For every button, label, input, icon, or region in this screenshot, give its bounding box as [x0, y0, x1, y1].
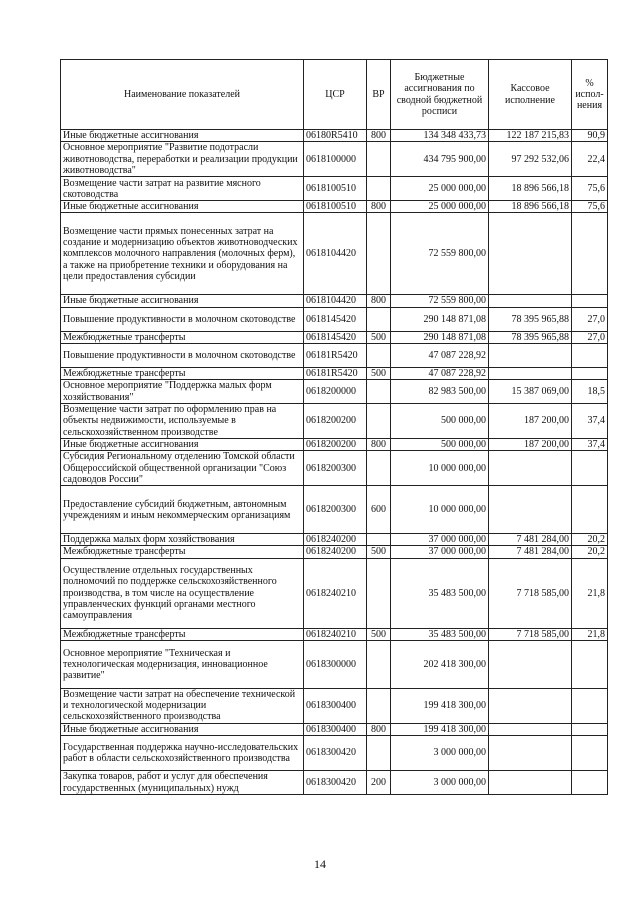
row-name: Иные бюджетные ассигнования	[61, 439, 304, 451]
row-vr	[367, 380, 391, 404]
row-percent	[572, 486, 608, 534]
row-cash: 18 896 566,18	[489, 177, 572, 201]
row-cash: 187 200,00	[489, 404, 572, 439]
table-row	[61, 307, 608, 331]
header-budget: Бюджетные ассигнования по сводной бюджетной росписи	[391, 60, 489, 130]
row-percent: 21,8	[572, 558, 608, 628]
row-name: Возмещение части прямых понесенных затрат на создание и модернизацию объектов животноводческих комплексов молочного направления (молочных ферм), а также на приобретение техники и оборудования на цели предоставления субсидии	[61, 213, 304, 295]
row-csr: 0618200200	[304, 404, 367, 439]
row-percent	[572, 771, 608, 795]
row-vr	[367, 142, 391, 177]
row-name: Иные бюджетные ассигнования	[61, 295, 304, 307]
table-row	[61, 486, 608, 534]
page-number: 14	[314, 857, 326, 871]
table-row	[61, 771, 608, 795]
table-row	[61, 688, 608, 723]
row-vr	[367, 451, 391, 486]
table-row	[61, 177, 608, 201]
row-budget: 500 000,00	[391, 439, 489, 451]
table-header-row	[61, 60, 608, 130]
row-vr	[367, 177, 391, 201]
row-csr: 0618200300	[304, 451, 367, 486]
row-percent	[572, 213, 608, 295]
row-budget: 82 983 500,00	[391, 380, 489, 404]
row-csr: 0618300400	[304, 723, 367, 735]
row-vr	[367, 213, 391, 295]
row-name: Основное мероприятие "Поддержка малых форм хозяйствования"	[61, 380, 304, 404]
table-row	[61, 367, 608, 379]
row-cash: 7 481 284,00	[489, 534, 572, 546]
row-vr	[367, 558, 391, 628]
row-csr: 0618145420	[304, 331, 367, 343]
row-percent	[572, 451, 608, 486]
row-cash	[489, 640, 572, 688]
header-vr: ВР	[367, 60, 391, 130]
table-row	[61, 439, 608, 451]
row-vr	[367, 534, 391, 546]
row-name: Возмещение части затрат на развитие мясного скотоводства	[61, 177, 304, 201]
row-name: Субсидия Региональному отделению Томской области Общероссийской общественной организации "Союз садоводов России"	[61, 451, 304, 486]
row-csr: 0618100510	[304, 201, 367, 213]
row-budget: 72 559 800,00	[391, 295, 489, 307]
row-budget: 134 348 433,73	[391, 130, 489, 142]
row-name: Осуществление отдельных государственных полномочий по поддержке сельскохозяйственного производства, в том числе на осуществление управленческих функций органами местного самоуправления	[61, 558, 304, 628]
row-csr: 0618145420	[304, 307, 367, 331]
table-row	[61, 558, 608, 628]
row-csr: 0618200000	[304, 380, 367, 404]
row-cash	[489, 486, 572, 534]
row-name: Предоставление субсидий бюджетным, автономным учреждениям и иным некоммерческим организациям	[61, 486, 304, 534]
row-csr: 0618300420	[304, 771, 367, 795]
row-cash	[489, 688, 572, 723]
row-vr: 200	[367, 771, 391, 795]
row-name: Иные бюджетные ассигнования	[61, 130, 304, 142]
row-name: Межбюджетные трансферты	[61, 331, 304, 343]
row-csr: 0618100510	[304, 177, 367, 201]
row-percent	[572, 295, 608, 307]
row-percent	[572, 343, 608, 367]
row-percent: 21,8	[572, 628, 608, 640]
row-csr: 0618200300	[304, 486, 367, 534]
row-percent: 75,6	[572, 201, 608, 213]
row-cash: 7 718 585,00	[489, 628, 572, 640]
table-row	[61, 295, 608, 307]
table-row	[61, 723, 608, 735]
row-percent: 27,0	[572, 307, 608, 331]
row-csr: 0618104420	[304, 213, 367, 295]
row-vr: 800	[367, 201, 391, 213]
row-budget: 37 000 000,00	[391, 546, 489, 558]
row-name: Основное мероприятие "Развитие подотрасли животноводства, переработки и реализации продукции животноводства"	[61, 142, 304, 177]
row-name: Межбюджетные трансферты	[61, 367, 304, 379]
row-vr	[367, 404, 391, 439]
row-budget: 202 418 300,00	[391, 640, 489, 688]
row-csr: 0618200200	[304, 439, 367, 451]
row-csr: 0618300000	[304, 640, 367, 688]
row-csr: 06181R5420	[304, 343, 367, 367]
row-percent	[572, 736, 608, 771]
row-vr: 500	[367, 628, 391, 640]
row-cash: 122 187 215,83	[489, 130, 572, 142]
row-name: Возмещение части затрат на обеспечение технической и технологической модернизации сельскохозяйственного производства	[61, 688, 304, 723]
table-row	[61, 343, 608, 367]
row-csr: 06181R5420	[304, 367, 367, 379]
row-budget: 35 483 500,00	[391, 628, 489, 640]
row-percent: 37,4	[572, 404, 608, 439]
row-percent: 22,4	[572, 142, 608, 177]
row-cash	[489, 723, 572, 735]
row-budget: 199 418 300,00	[391, 723, 489, 735]
row-name: Межбюджетные трансферты	[61, 546, 304, 558]
table-row	[61, 130, 608, 142]
row-csr: 0618300420	[304, 736, 367, 771]
row-percent: 75,6	[572, 177, 608, 201]
row-cash	[489, 343, 572, 367]
row-vr: 800	[367, 130, 391, 142]
row-vr: 500	[367, 367, 391, 379]
row-csr: 0618240210	[304, 558, 367, 628]
row-budget: 47 087 228,92	[391, 367, 489, 379]
row-cash	[489, 771, 572, 795]
row-vr	[367, 640, 391, 688]
row-name: Возмещение части затрат по оформлению прав на объекты недвижимости, используемые в сельскохозяйственном производстве	[61, 404, 304, 439]
table-row	[61, 736, 608, 771]
row-percent: 37,4	[572, 439, 608, 451]
row-cash: 7 718 585,00	[489, 558, 572, 628]
row-budget: 500 000,00	[391, 404, 489, 439]
row-budget: 47 087 228,92	[391, 343, 489, 367]
row-budget: 25 000 000,00	[391, 201, 489, 213]
row-name: Межбюджетные трансферты	[61, 628, 304, 640]
row-percent: 18,5	[572, 380, 608, 404]
row-cash	[489, 295, 572, 307]
row-percent	[572, 688, 608, 723]
table-row	[61, 213, 608, 295]
row-name: Повышение продуктивности в молочном скотоводстве	[61, 307, 304, 331]
row-name: Иные бюджетные ассигнования	[61, 723, 304, 735]
row-vr	[367, 307, 391, 331]
table-row	[61, 380, 608, 404]
row-csr: 0618104420	[304, 295, 367, 307]
row-cash	[489, 213, 572, 295]
table-row	[61, 201, 608, 213]
row-csr: 06180R5410	[304, 130, 367, 142]
row-vr	[367, 736, 391, 771]
row-budget: 10 000 000,00	[391, 486, 489, 534]
header-csr: ЦСР	[304, 60, 367, 130]
header-percent: % испол-нения	[572, 60, 608, 130]
row-budget: 290 148 871,08	[391, 307, 489, 331]
header-name: Наименование показателей	[61, 60, 304, 130]
row-cash	[489, 367, 572, 379]
row-name: Поддержка малых форм хозяйствования	[61, 534, 304, 546]
row-vr: 500	[367, 331, 391, 343]
row-budget: 25 000 000,00	[391, 177, 489, 201]
row-csr: 0618300400	[304, 688, 367, 723]
row-cash	[489, 451, 572, 486]
row-cash: 78 395 965,88	[489, 331, 572, 343]
table-row	[61, 628, 608, 640]
row-vr: 500	[367, 546, 391, 558]
row-cash	[489, 736, 572, 771]
row-cash: 97 292 532,06	[489, 142, 572, 177]
row-percent	[572, 640, 608, 688]
row-budget: 35 483 500,00	[391, 558, 489, 628]
row-budget: 72 559 800,00	[391, 213, 489, 295]
table-row	[61, 451, 608, 486]
row-vr: 800	[367, 439, 391, 451]
row-budget: 37 000 000,00	[391, 534, 489, 546]
row-percent: 27,0	[572, 331, 608, 343]
row-name: Повышение продуктивности в молочном скотоводстве	[61, 343, 304, 367]
table-row	[61, 534, 608, 546]
row-cash: 187 200,00	[489, 439, 572, 451]
row-name: Основное мероприятие "Техническая и технологическая модернизация, инновационное развитие"	[61, 640, 304, 688]
table-row	[61, 331, 608, 343]
row-csr: 0618240210	[304, 628, 367, 640]
row-percent	[572, 723, 608, 735]
row-cash: 7 481 284,00	[489, 546, 572, 558]
row-vr: 600	[367, 486, 391, 534]
row-name: Иные бюджетные ассигнования	[61, 201, 304, 213]
row-csr: 0618240200	[304, 546, 367, 558]
row-name: Государственная поддержка научно-исследовательских работ в области сельскохозяйственного производства	[61, 736, 304, 771]
table-row	[61, 404, 608, 439]
row-cash: 18 896 566,18	[489, 201, 572, 213]
row-budget: 10 000 000,00	[391, 451, 489, 486]
row-budget: 199 418 300,00	[391, 688, 489, 723]
row-budget: 434 795 900,00	[391, 142, 489, 177]
row-vr: 800	[367, 723, 391, 735]
row-budget: 3 000 000,00	[391, 771, 489, 795]
row-percent	[572, 367, 608, 379]
row-percent: 90,9	[572, 130, 608, 142]
table-row	[61, 546, 608, 558]
budget-execution-table	[60, 59, 608, 795]
table-body	[61, 130, 608, 795]
row-percent: 20,2	[572, 534, 608, 546]
row-name: Закупка товаров, работ и услуг для обеспечения государственных (муниципальных) нужд	[61, 771, 304, 795]
row-vr: 800	[367, 295, 391, 307]
row-csr: 0618240200	[304, 534, 367, 546]
row-vr	[367, 343, 391, 367]
table-row	[61, 142, 608, 177]
row-cash: 15 387 069,00	[489, 380, 572, 404]
header-cash: Кассовое исполнение	[489, 60, 572, 130]
table-row	[61, 640, 608, 688]
row-vr	[367, 688, 391, 723]
row-budget: 3 000 000,00	[391, 736, 489, 771]
row-budget: 290 148 871,08	[391, 331, 489, 343]
row-csr: 0618100000	[304, 142, 367, 177]
row-percent: 20,2	[572, 546, 608, 558]
row-cash: 78 395 965,88	[489, 307, 572, 331]
